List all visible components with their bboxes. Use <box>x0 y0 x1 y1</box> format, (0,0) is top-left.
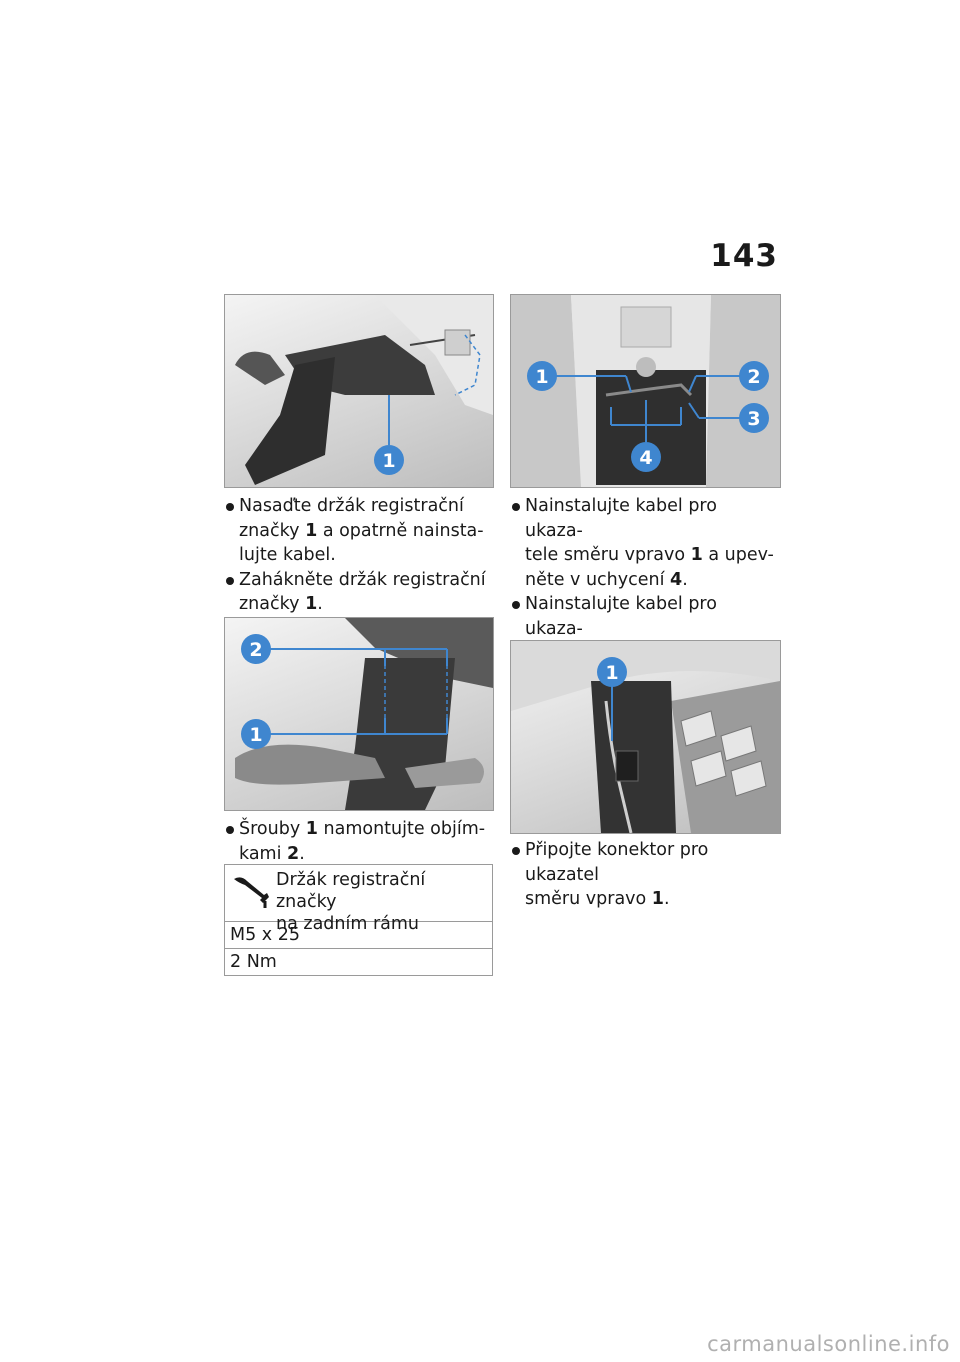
callout-2-label: 2 <box>249 639 263 661</box>
torque-row-value: 2 Nm <box>230 952 277 972</box>
step-install-right-cable: Nainstalujte kabel pro ukaza- tele směru vpravo 1 a upev- něte v uchycení 4. <box>510 494 779 592</box>
figure-screws <box>224 617 494 811</box>
callout-1-label: 1 <box>535 366 549 388</box>
callout-2-label: 2 <box>747 366 761 388</box>
steps-block-1 <box>224 494 492 617</box>
callout-1-label: 1 <box>249 724 263 746</box>
torque-table-header <box>225 865 492 934</box>
step-connect-connector: Připojte konektor pro ukazatel směru vpravo 1. <box>510 838 779 912</box>
callout-4-label: 4 <box>639 447 653 469</box>
step-hook-holder: Zahákněte držák registrační značky 1. <box>224 568 492 617</box>
step-mount-holder: Nasaďte držák registrační značky 1 a opatrně nainsta- lujte kabel. <box>224 494 492 568</box>
torque-table-title: Držák registrační značky na zadním rámu <box>276 870 426 934</box>
torque-row-screw-size: M5 x 25 <box>225 922 492 949</box>
page-number: 143 <box>710 238 778 274</box>
figure-connector <box>510 640 781 834</box>
figure-1-illustration <box>225 295 493 487</box>
callout-3-label: 3 <box>747 408 761 430</box>
step-install-left-cable: Nainstalujte kabel pro ukaza- <box>510 592 779 715</box>
callout-1-label: 1 <box>605 662 619 684</box>
figure-4-illustration <box>511 641 780 833</box>
figure-cable-routing <box>510 294 781 488</box>
figure-3-illustration <box>511 295 780 487</box>
wrench-icon <box>231 871 271 911</box>
figure-license-plate-holder <box>224 294 494 488</box>
watermark: carmanualsonline.info <box>707 1332 950 1356</box>
step-mount-screws: Šrouby 1 namontujte objím- kami 2. <box>224 817 492 866</box>
figure-2-illustration <box>225 618 493 810</box>
steps-block-2 <box>224 817 492 866</box>
torque-spec-table <box>224 864 493 976</box>
steps-block-4 <box>510 838 779 912</box>
callout-1-label: 1 <box>382 450 396 472</box>
